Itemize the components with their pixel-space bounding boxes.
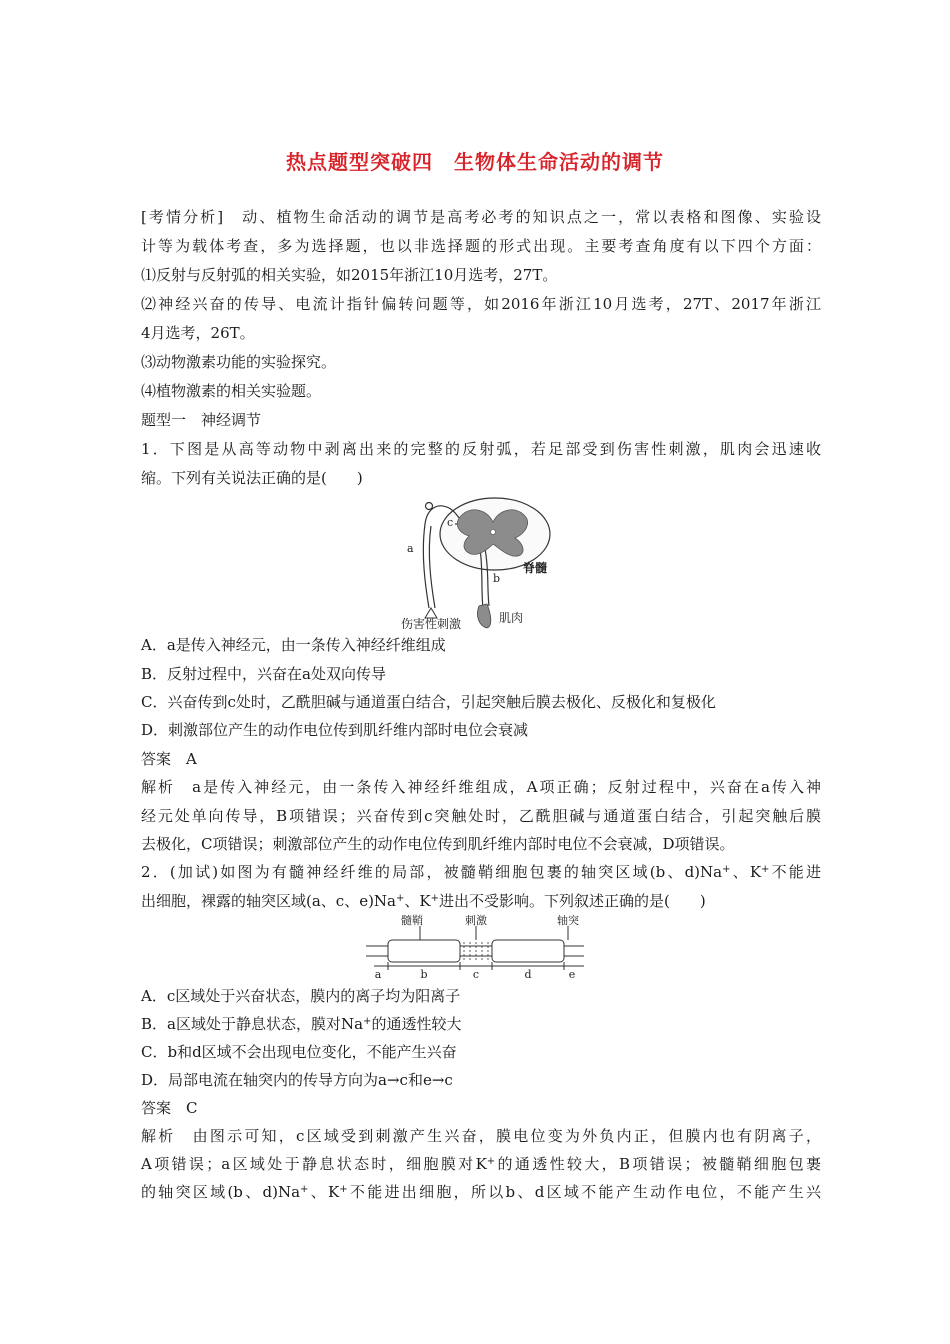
q2-explanation-3: 的轴突区域(b、d)Na+、K+不能进出细胞，所以b、d区域不能产生动作电位，不能产生兴 [141,1183,821,1201]
segment-label-b: b [420,968,428,981]
intro-point-2b: 4月选考，26T。 [141,324,255,342]
q2-answer: 答案 C [141,1099,198,1117]
q2-option-a: A．c区域处于兴奋状态，膜内的离子均为阳离子 [141,987,461,1005]
figure-label-spinal-cord: 脊髓 [523,561,548,575]
reflex-arc-figure [395,494,565,632]
figure-label-muscle: 肌肉 [499,611,524,625]
intro-point-1: ⑴反射与反射弧的相关实验，如2015年浙江10月选考，27T。 [141,266,558,284]
q1-option-a: A．a是传入神经元，由一条传入神经纤维组成 [141,636,446,654]
q1-option-b: B．反射过程中，兴奋在a处双向传导 [141,665,386,683]
q1-stem-line-1: 1．下图是从高等动物中剥离出来的完整的反射弧，若足部受到伤害性刺激，肌肉会迅速收 [141,440,821,458]
figure-label-stimulus: 伤害性刺激 [401,617,462,631]
q1-stem-line-2: 缩。下列有关说法正确的是( ) [141,469,363,487]
q2-option-d: D．局部电流在轴突内的传导方向为a→c和e→c [141,1071,453,1089]
page-title: 热点题型突破四 生物体生命活动的调节 [286,150,664,174]
figure-label-c: c [447,516,454,529]
q1-explanation-2: 经元处单向传导，B项错误；兴奋传到c突触处时，乙酰胆碱与通道蛋白结合，引起突触后膜 [141,807,821,825]
segment-label-e: e [568,968,576,981]
q1-option-d: D．刺激部位产生的动作电位传到肌纤维内部时电位会衰减 [141,721,529,739]
q2-explanation-2: A项错误；a区域处于静息状态时，细胞膜对K+的通透性较大，B项错误；被髓鞘细胞包裹 [141,1155,821,1173]
q1-explanation-3: 去极化，C项错误；刺激部位产生的动作电位传到肌纤维内部时电位不会衰减，D项错误。 [141,835,735,853]
q1-explanation-1: 解析 a是传入神经元，由一条传入神经纤维组成，A项正确；反射过程中，兴奋在a传入神 [141,778,821,796]
q2-explanation-1: 解析 由图示可知，c区域受到刺激产生兴奋，膜电位变为外负内正，但膜内也有阴离子， [141,1127,821,1145]
q1-option-c: C．兴奋传到c处时，乙酰胆碱与通道蛋白结合，引起突触后膜去极化、反极化和复极化 [141,693,716,711]
figure-label-stimulus: 刺激 [465,914,487,927]
myelinated-fiber-figure [362,912,588,982]
intro-point-4: ⑷植物激素的相关实验题。 [141,382,322,400]
q2-option-b: B．a区域处于静息状态，膜对Na+的通透性较大 [141,1015,462,1033]
figure-label-axon: 轴突 [557,914,579,927]
section-heading: 题型一 神经调节 [141,411,262,429]
q2-option-c: C．b和d区域不会出现电位变化，不能产生兴奋 [141,1043,457,1061]
intro-point-2a: ⑵神经兴奋的传导、电流计指针偏转问题等，如2016年浙江10月选考，27T、2017年浙江 [141,295,821,313]
intro-point-3: ⑶动物激素功能的实验探究。 [141,353,337,371]
intro-line-1: [考情分析] 动、植物生命活动的调节是高考必考的知识点之一，常以表格和图像、实验设 [141,208,821,226]
segment-label-d: d [524,968,532,981]
segment-label-c: c [472,968,480,981]
q1-answer: 答案 A [141,750,197,768]
segment-label-a: a [374,968,382,981]
q2-stem-line-2: 出细胞，裸露的轴突区域(a、c、e)Na+、K+进出不受影响。下列叙述正确的是( ) [141,892,706,910]
figure-label-a: a [407,542,414,555]
q2-stem-line-1: 2．(加试)如图为有髓神经纤维的局部，被髓鞘细胞包裹的轴突区域(b、d)Na+、K+不能进 [141,863,821,881]
figure-label-myelin-sheath: 髓鞘 [401,914,423,927]
intro-line-2: 计等为载体考查，多为选择题，也以非选择题的形式出现。主要考查角度有以下四个方面： [141,237,821,255]
figure-label-b: b [493,572,501,585]
